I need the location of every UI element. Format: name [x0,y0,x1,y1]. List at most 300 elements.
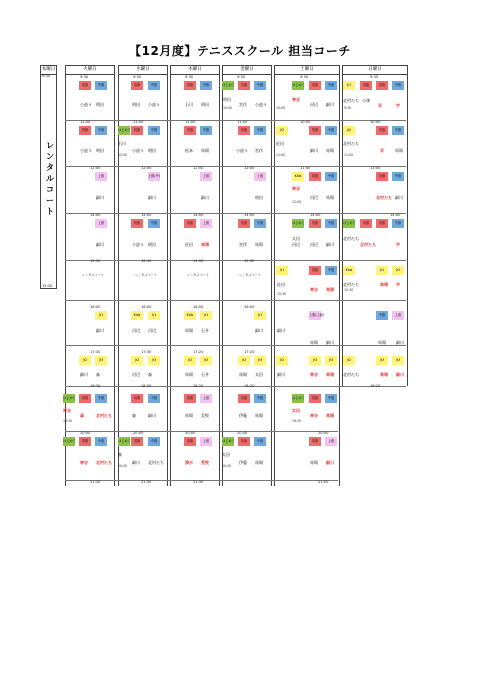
level-tag: Jr1 [376,266,388,275]
coach-name: 佐田 [277,282,285,287]
level-tag: Jr1 [343,81,355,90]
coach-name: 太田 [292,236,300,241]
time-label: 11:00 [80,120,91,124]
time-label: 20:00 [318,431,329,435]
level-tag: 中級 [325,266,337,275]
time-label: 11:00 [300,166,311,170]
time-label: 20:00 [118,464,128,468]
level-tag: 中級 [148,394,160,403]
coach-name: 細川 [326,242,334,247]
level-tag: 初級 [184,437,196,446]
level-tag: 中級 [200,81,212,90]
level-tag: 中級 [392,219,404,228]
level-tag: はじめて [292,81,304,90]
coach-name: 馬場 [201,242,209,247]
level-tag: 初級 [131,437,143,446]
level-tag: 初級 [309,394,321,403]
time-label: 18:20 [193,384,204,388]
level-tag: 初級 [376,219,388,228]
coach-name: 馬場 [310,340,318,345]
coach-name: 馬場 [326,148,334,153]
coach-name: 小池々 [80,102,92,107]
coach-name: 太田 [222,452,230,457]
coach-name: 馬場 [378,340,386,345]
coach-name: 馬場 [326,372,334,377]
level-tag: 中級 [376,311,388,320]
level-tag: 中級 [254,126,266,135]
level-tag: Jr2 [392,266,404,275]
level-tag: 初級 [131,81,143,90]
time-label: 16:00 [141,305,152,309]
level-tag: はじめて [118,437,130,446]
time-label: 10:00 [276,106,286,110]
time-label: 17:30 [141,350,152,354]
coach-name: 河辺 [310,195,318,200]
level-tag: Jr3 [148,356,160,365]
day-header-wednesday: 水曜日 [118,65,168,75]
time-label: 9:30 [133,75,142,79]
level-tag: 初級 [360,219,372,228]
time-label: 12:00 [118,153,128,157]
level-tag: 中級 [325,219,337,228]
time-label: 14:00 [90,213,101,217]
time-label: 19:30 [63,419,73,423]
time-label: 21:30 [90,480,101,484]
time-label: 9:30 [42,74,51,78]
time-label: 9:30 [237,75,246,79]
time-label: 20:00 [222,464,232,468]
level-tag: 上級 [200,172,212,181]
time-label: 15:30 [277,292,287,296]
time-label: 14:00 [244,213,255,217]
level-tag: Jr1 [95,311,107,320]
coach-name: 河辺 [310,102,318,107]
rental-label: レンタルコート [82,273,105,277]
coach-name: 神谷 [310,413,318,418]
level-tag: Kids [131,311,143,320]
row-divider [65,300,406,301]
coach-name: 森 [80,413,84,418]
coach-name: 細川 [148,195,156,200]
coach-name: 太田 [292,408,300,413]
coach-name: 荒牧 [201,460,209,465]
coach-name: 石井 [201,372,209,377]
level-tag: 初級 [376,81,388,90]
level-tag: Jr3 [325,356,337,365]
level-tag: Jr3 [200,356,212,365]
coach-name: 明田 [148,242,156,247]
level-tag: Jr2 [343,356,355,365]
coach-name: 細川 [80,372,88,377]
level-tag: 初級 [309,172,321,181]
time-label: 16:00 [193,305,204,309]
coach-name: 細川 [148,413,156,418]
level-tag: Jr3 [309,356,321,365]
coach-name: 明田 [223,97,231,102]
time-label: 15:30 [141,259,152,263]
coach-name: 馬場 [185,413,193,418]
level-tag: 初級 [238,394,250,403]
page-title: 【12月度】テニススクール 担当コーチ [129,44,351,58]
coach-name: 神谷 [80,460,88,465]
level-tag: 上級 [200,219,212,228]
rental-label: レンタルコート [239,273,262,277]
coach-name: 宇 [396,242,400,247]
coach-name: 佐田 [185,242,193,247]
coach-name: 伊藤 [239,460,247,465]
rental-court-label: レンタルコート [46,141,54,216]
level-tag: Jr3 [392,356,404,365]
level-tag: 初級 [79,437,91,446]
level-tag: 中級 [148,81,160,90]
time-label: 17:20 [244,350,255,354]
level-tag: 初級 [238,81,250,90]
coach-name: 太田 [255,372,263,377]
coach-name: 石井 [201,328,209,333]
level-tag: Jr3 [254,356,266,365]
coach-name: 細川 [326,340,334,345]
level-tag: はじめて [292,219,304,228]
level-tag: 中級 [392,126,404,135]
coach-name: 河辺 [310,242,318,247]
level-tag: 上級(上級) [309,311,321,320]
time-label: 21:30 [193,480,204,484]
rental-label: レンタルコート [135,273,158,277]
level-tag: 中級 [325,126,337,135]
time-label: 18:30 [90,384,101,388]
coach-name: 石川 [185,102,193,107]
coach-name: 京 [380,148,384,153]
coach-name: 北村たち [96,413,112,418]
time-label: 10:00 [370,120,381,124]
coach-name: 馬場 [255,242,263,247]
coach-name: 明田 [96,102,104,107]
level-tag: Jr2 [276,356,288,365]
coach-name: 宇 [396,103,400,108]
level-tag: Jr1 [200,311,212,320]
level-tag: 上級 [95,219,107,228]
coach-name: 馬場 [185,372,193,377]
level-tag: はじめて [292,394,304,403]
coach-name: 馬場 [380,372,388,377]
level-tag: 初級 [184,81,196,90]
coach-name: 石川 [118,141,126,146]
coach-name: 馬場 [380,282,388,287]
time-label: 15:30 [244,259,255,263]
time-label: 18:20 [370,384,381,388]
level-tag: 中級 [148,219,160,228]
level-tag: 中級 [95,126,107,135]
level-tag: 初級 [309,81,321,90]
time-label: 15:30 [193,259,204,263]
coach-name: 細川 [310,148,318,153]
coach-name: 佐田 [276,141,284,146]
level-tag: 中級 [254,219,266,228]
time-label: 13:00 [370,166,381,170]
coach-name: 馬場 [326,413,334,418]
time-label: 17:30 [90,350,101,354]
row-divider [65,386,406,387]
level-tag: Jr3 [95,356,107,365]
time-label: 20:00 [133,431,144,435]
coach-name: 北村たち [343,98,359,103]
coach-name: 北村たち [360,242,376,247]
row-divider [65,345,406,346]
level-tag: 初級 [309,266,321,275]
coach-name: 森 [118,452,122,457]
coach-name: 神谷 [292,97,300,102]
coach-name: 河辺 [132,372,140,377]
level-tag: 初級 [79,81,91,90]
level-tag: はじめて [222,437,234,446]
level-tag: Jr1 [254,311,266,320]
level-tag: 中級 [200,126,212,135]
coach-name: 宇 [396,282,400,287]
rental-label: レンタルコート [187,273,210,277]
coach-name: 細川 [396,372,404,377]
time-label: 20:00 [237,431,248,435]
level-tag: Jr1 [148,311,160,320]
level-tag: 初級 [184,126,196,135]
coach-name: 小池々 [132,148,144,153]
level-tag: 中級 [254,437,266,446]
day-header-tuesday: 火曜日 [65,65,115,75]
level-tag: Jr2 [276,126,288,135]
time-label: 15:30 [90,259,101,263]
time-label: 12:00 [193,166,204,170]
coach-name: 京 [378,103,382,108]
coach-name: 馬場 [201,148,209,153]
level-tag: 中級 [95,437,107,446]
coach-name: 宮作 [239,242,247,247]
coach-name: 馬場 [185,328,193,333]
time-label: 20:00 [80,431,91,435]
time-label: 12:00 [90,166,101,170]
coach-name: 馬場 [310,460,318,465]
level-tag: 初級 [238,126,250,135]
coach-name: 細川 [395,195,403,200]
coach-name: 小池々 [236,148,248,153]
level-tag: 初級 [360,81,372,90]
level-tag: Kids [184,311,196,320]
time-label: 14:00 [193,213,204,217]
coach-name: 河辺 [292,242,300,247]
row-divider [65,213,406,214]
level-tag: はじめて [63,394,75,403]
coach-name: 清水 [185,460,193,465]
time-column-header: 本曜日 [40,65,57,75]
level-tag: Jr2 [343,126,355,135]
time-label: 9:30 [344,106,352,110]
coach-name: 北村たち [376,195,392,200]
coach-name: 小池々 [132,242,144,247]
day-header-friday: 金曜日 [222,65,272,75]
level-tag: 初級 [79,126,91,135]
level-tag: 上級 [200,394,212,403]
row-divider [65,260,406,261]
time-label: 12:00 [141,166,152,170]
coach-name: 小池々 [148,102,160,107]
level-tag: Jr2 [184,356,196,365]
coach-name: 細川 [277,372,285,377]
coach-name: 細川 [326,460,334,465]
coach-name: 森 [148,372,152,377]
time-label: 11:00 [237,120,248,124]
coach-name: 明田 [132,102,140,107]
level-tag: 中級 [254,394,266,403]
time-label: 19:30 [292,419,302,423]
coach-name: 森 [132,413,136,418]
time-label: 17:20 [193,350,204,354]
day-header-sunday: 日曜日 [342,65,408,75]
coach-name: 細川 [326,102,334,107]
row-divider [65,120,406,121]
coach-name: 明田 [255,195,263,200]
level-tag: 中級 [148,126,160,135]
level-tag: 中級 [392,172,404,181]
coach-name: 細川 [96,242,104,247]
time-label: 11:00 [185,120,196,124]
coach-name: 松本 [185,148,193,153]
level-tag: 初級 [309,219,321,228]
level-tag: Jr3 [376,356,388,365]
coach-name: 神谷 [310,372,318,377]
coach-name: 細川 [132,460,140,465]
coach-name: 宮作 [255,148,263,153]
level-tag: Jr2 [238,356,250,365]
level-tag: Jr2 [131,356,143,365]
time-label: 21:30 [141,480,152,484]
level-tag: 上級 [325,437,337,446]
level-tag: 上級 [200,437,212,446]
time-label: 16:00 [244,305,255,309]
time-label: 10:00 [223,106,233,110]
coach-name: 馬場 [255,460,263,465]
coach-name: 河辺 [132,328,140,333]
coach-name: 細川 [96,195,104,200]
level-tag: 上級(中) [148,172,160,181]
coach-name: 馬場 [255,413,263,418]
level-tag: 初級 [238,219,250,228]
coach-name: 馬場 [239,372,247,377]
level-tag: 中級 [325,394,337,403]
time-label: 15:30 [344,288,354,292]
level-tag: 初級 [131,219,143,228]
level-tag: 初級 [238,437,250,446]
time-label: 14:00 [310,213,321,217]
coach-name: 馬場 [326,287,334,292]
time-label: 11:00 [133,120,144,124]
coach-name: 伊藤 [239,413,247,418]
coach-name: 北村たち [148,460,164,465]
coach-name: 細川 [396,340,404,345]
coach-name: 明田 [201,102,209,107]
time-label: 18:20 [244,384,255,388]
level-tag: はじめて [222,81,234,90]
level-tag: 上級 [95,172,107,181]
level-tag: 初級 [79,394,91,403]
level-tag: 初級 [309,437,321,446]
level-tag: 初級 [376,126,388,135]
day-header-saturday: 土曜日 [274,65,340,75]
coach-name: 北村たち [343,236,359,241]
time-label: 9:30 [80,75,89,79]
level-tag: 中級 [325,172,337,181]
level-tag: 上級 [254,172,266,181]
time-label: 9:30 [185,75,194,79]
coach-name: 小澤 [362,98,370,103]
level-tag: 初級 [376,172,388,181]
time-label: 14:00 [141,213,152,217]
day-header-thursday: 木曜日 [170,65,220,75]
coach-name: 神谷 [310,287,318,292]
level-tag: 初級 [309,126,321,135]
level-tag: 初級 [131,394,143,403]
coach-name: 北村たち [343,372,359,377]
time-label: 21:00 [318,480,329,484]
row-divider [65,166,406,167]
time-label: 18:30 [141,384,152,388]
time-label: 11:00 [344,153,354,157]
row-divider [65,431,338,432]
time-label: 11:00 [276,153,286,157]
level-tag: Kids [292,172,304,181]
coach-name: 明田 [96,148,104,153]
coach-name: 北村たち [343,282,359,287]
time-label: 9:30 [300,75,309,79]
coach-name: 馬場 [395,148,403,153]
coach-name: 北村たち [96,460,112,465]
level-tag: 中級 [148,437,160,446]
level-tag: はじめて [343,219,355,228]
coach-name: 神谷 [63,408,71,413]
level-tag: はじめて [63,437,75,446]
level-tag: はじめて [118,126,130,135]
coach-name: 森 [96,372,100,377]
coach-name: 明田 [148,148,156,153]
coach-name: 神谷 [292,186,300,191]
time-label: 14:00 [390,213,401,217]
time-label: 12:00 [244,166,255,170]
time-label: 12:00 [292,200,302,204]
coach-name: 北村たち [343,141,359,146]
coach-name: 宮作 [239,102,247,107]
level-tag: 中級 [95,81,107,90]
level-tag: 中級 [325,81,337,90]
coach-name: 細川 [201,195,209,200]
time-label: 16:00 [90,305,101,309]
level-tag: 初級 [131,126,143,135]
coach-name: 河辺 [148,328,156,333]
level-tag: 初級 [184,219,196,228]
level-tag: Kids [343,266,355,275]
level-tag: 初級 [184,394,196,403]
coach-name: 細川 [255,328,263,333]
level-tag: Jr2 [79,356,91,365]
level-tag: 上級 [392,311,404,320]
level-tag: 中級 [95,394,107,403]
level-tag: 中級 [254,81,266,90]
coach-name: 馬場 [326,195,334,200]
time-label: 9:30 [370,75,379,79]
time-label: 15:30 [42,284,53,288]
coach-name: 荒牧 [201,413,209,418]
coach-name: 小池々 [80,148,92,153]
coach-name: 小池々 [255,102,267,107]
level-tag: Jr1 [276,266,288,275]
coach-name: 細川 [96,328,104,333]
level-tag: 中級 [392,81,404,90]
